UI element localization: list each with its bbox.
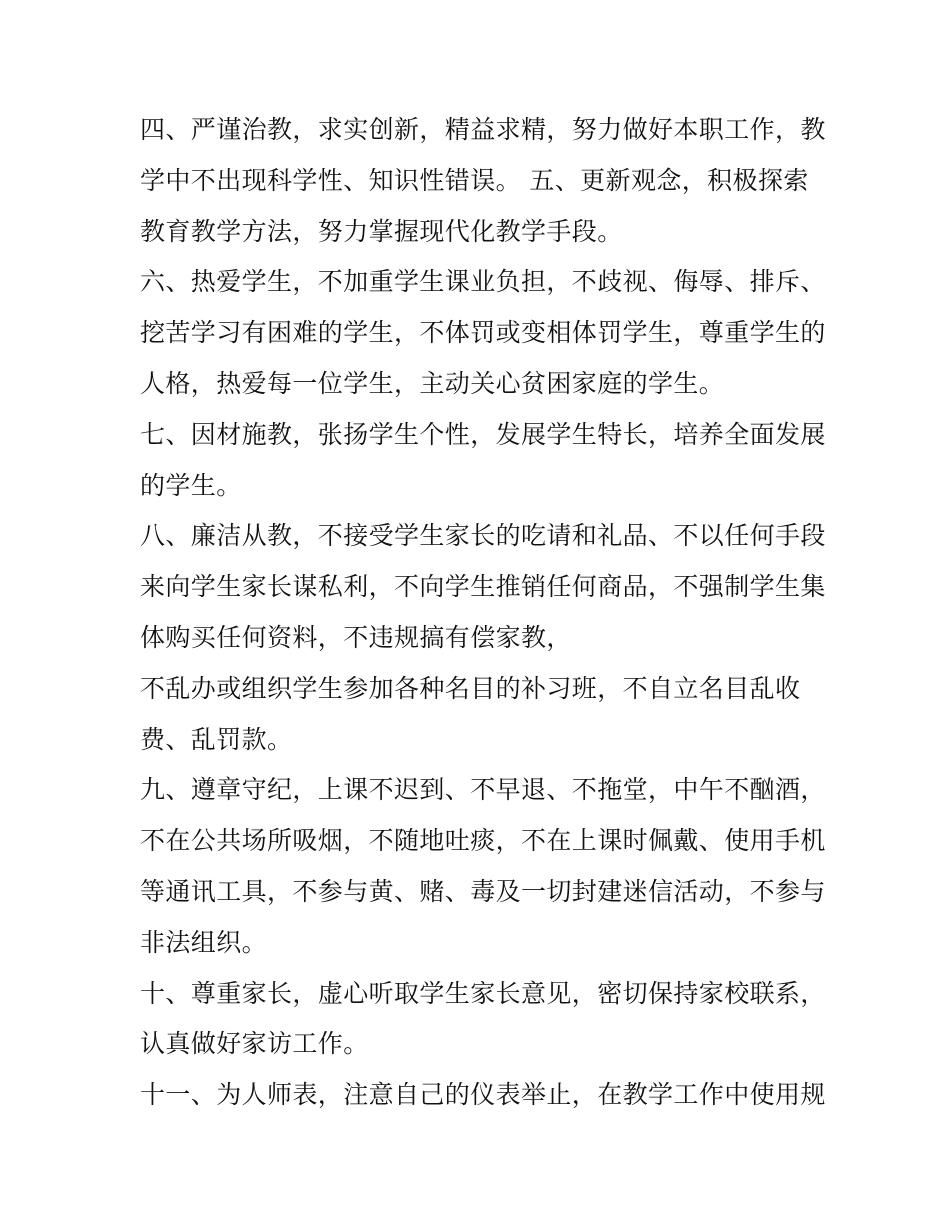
text-line: 认真做好家访工作。 (140, 1029, 369, 1059)
text-line: 不乱办或组织学生参加各种名目的补习班，不自立名目乱收 (140, 673, 801, 703)
text-line: 人格，热爱每一位学生，主动关心贫困家庭的学生。 (140, 368, 725, 398)
text-line: 教育教学方法，努力掌握现代化教学手段。 (140, 216, 623, 246)
text-line: 的学生。 (140, 470, 242, 500)
text-line: 十一、为人师表，注意自己的仪表举止，在教学工作中使用规 (140, 1080, 826, 1110)
text-line: 十、尊重家长，虚心听取学生家长意见，密切保持家校联系， (140, 978, 826, 1008)
text-line: 六、热爱学生，不加重学生课业负担，不歧视、侮辱、排斥、 (140, 267, 826, 297)
text-line: 等通讯工具，不参与黄、赌、毒及一切封建迷信活动，不参与 (140, 876, 826, 906)
text-line: 七、因材施教，张扬学生个性，发展学生特长，培养全面发展 (140, 419, 826, 449)
text-line: 四、严谨治教，求实创新，精益求精，努力做好本职工作，教 (140, 115, 826, 144)
text-line: 来向学生家长谋私利，不向学生推销任何商品，不强制学生集 (140, 572, 826, 602)
text-line: 学中不出现科学性、知识性错误。 五、更新观念，积极探索 (140, 165, 809, 195)
text-line: 不在公共场所吸烟，不随地吐痰，不在上课时佩戴、使用手机 (140, 826, 826, 856)
text-line: 挖苦学习有困难的学生，不体罚或变相体罚学生，尊重学生的 (140, 318, 826, 348)
text-line: 非法组织。 (140, 927, 268, 957)
document-body (140, 105, 830, 1121)
text-line: 八、廉洁从教，不接受学生家长的吃请和礼品、不以任何手段 (140, 521, 826, 551)
text-line: 费、乱罚款。 (140, 724, 293, 754)
text-line: 九、遵章守纪，上课不迟到、不早退、不拖堂，中午不酗酒， (140, 775, 826, 805)
text-line: 体购买任何资料，不违规搞有偿家教， (140, 622, 572, 652)
